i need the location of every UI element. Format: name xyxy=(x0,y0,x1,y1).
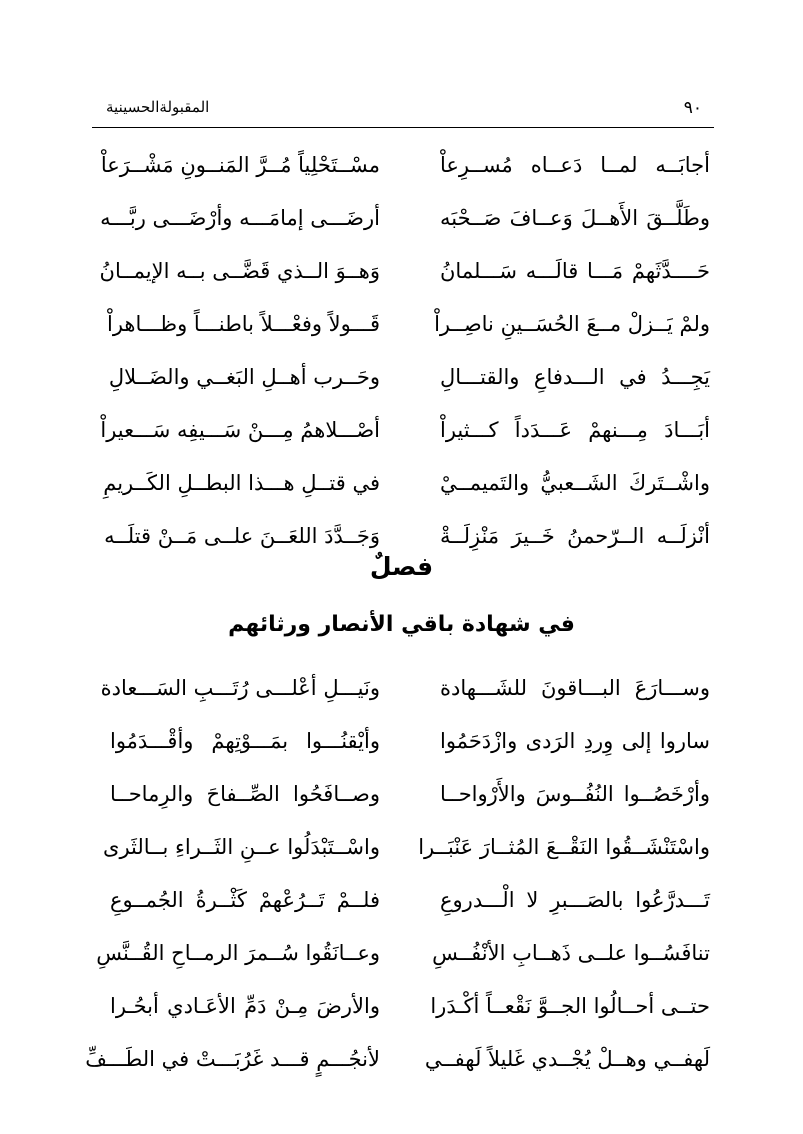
verse-line xyxy=(110,769,710,822)
page-number: ٩٠ xyxy=(683,98,702,118)
verse-first-hemistich: وطَلَّــقَ الأَهــلَ وَعــافَ صَــحْبَه xyxy=(440,206,710,230)
verse-line xyxy=(110,716,710,769)
verse-line xyxy=(110,981,710,1034)
verse-second-hemistich: في قتــلِ هـــذا البطــلِ الكَــريمِ xyxy=(103,471,380,495)
verse-second-hemistich: أصْـــلاهمُ مِـــنْ سَـــيفِه سَـــعيراْ xyxy=(100,418,380,442)
verse-line xyxy=(100,405,710,458)
verse-second-hemistich: مسْــتَحْلِياً مُــرَّ المَنــونِ مَشْــرَعاْ xyxy=(100,153,380,177)
verse-first-hemistich: ولمْ يَــزلْ مــعَ الحُسَــينِ ناصِــراْ xyxy=(434,312,710,336)
verse-line xyxy=(107,299,710,352)
verse-first-hemistich: لَهفــي وهــلْ يُجْــدي غَليلاً لَهفــي xyxy=(424,1047,710,1071)
poem-block-2 xyxy=(85,663,710,1087)
page-header xyxy=(92,92,714,128)
verse-first-hemistich: أبَـــادَ مِـــنهمْ عَـــدَداً كـــثيراْ xyxy=(440,418,710,442)
verse-first-hemistich: أجابَــه لمــا دَعــاه مُســرِعاْ xyxy=(440,153,710,177)
header-rule xyxy=(92,127,714,128)
verse-first-hemistich: تنافَسُــوا علــى ذَهــابِ الأنْفُــسِ xyxy=(432,941,710,965)
verse-first-hemistich: حَــــدَّثَهمْ مَـــا قالَـــه سَـــلمانُ xyxy=(440,259,710,283)
verse-first-hemistich: وأرْخَصُــوا النُفُــوسَ والأَرْواحــا xyxy=(440,782,710,806)
verse-second-hemistich: لأنجُـــمٍ قـــد غَرُبَـــتْ في الطَـــفِّ xyxy=(85,1047,380,1071)
verse-first-hemistich: أنْزلَــه الــرّحمنُ خَــيرَ مَنْزِلَــةْ xyxy=(440,524,710,548)
verse-first-hemistich: واسْتَنْشَــقُوا النَقْــعَ المُثــارَ عَنْبَــرا xyxy=(418,835,710,859)
verse-first-hemistich: تَـــدرَّعُوا بالصَـــبرِ لا الْـــدروعِ xyxy=(440,888,710,912)
verse-second-hemistich: فلــمْ تَــرُعْهمْ كَثْــرةُ الجُمــوعِ xyxy=(110,888,380,912)
verse-second-hemistich: وحَــرب أهــلِ البَغــي والضَــلالِ xyxy=(108,365,380,389)
verse-second-hemistich: وأيْقنُـــوا بمَـــوْتِهمْ وأقْـــدَمُوا xyxy=(110,729,380,753)
verse-line xyxy=(103,822,710,875)
verse-line xyxy=(96,928,710,981)
verse-line xyxy=(99,246,710,299)
verse-line xyxy=(103,458,710,511)
verse-second-hemistich: وَهــوَ الــذي قَضَّــى بــه الإيمــانُ xyxy=(99,259,380,283)
verse-line xyxy=(110,875,710,928)
verse-second-hemistich: وصــافَحُوا الصِّــفاحَ والرِماحــا xyxy=(110,782,380,806)
poem-block-1 xyxy=(99,140,710,564)
verse-line xyxy=(110,352,710,405)
verse-second-hemistich: وَجَــدَّدَ اللعَــنَ علــى مَــنْ قتلَــه xyxy=(104,524,380,548)
running-title: المقبولةالحسينية xyxy=(106,98,210,116)
verse-first-hemistich: حتــى أحــالُوا الجــوَّ نَقْعــاً أكْـدَرا xyxy=(430,994,710,1018)
verse-line xyxy=(85,1034,710,1087)
verse-second-hemistich: والأرضَ مِـنْ دَمِّ الأعَـادي أبحُـرا xyxy=(110,994,380,1018)
verse-first-hemistich: واشْــتَركَ الشَــعبيُّ والتَميمــيْ xyxy=(440,471,710,495)
verse-first-hemistich: ساروا إلى وِردِ الرَدى وازْدَحَمُوا xyxy=(440,729,710,753)
section-heading: في شهادة باقي الأنصار ورثائهم xyxy=(228,612,575,637)
verse-line xyxy=(100,193,710,246)
verse-second-hemistich: ونَيـــلِ أعْلـــى رُتَـــبِ السَـــعادة xyxy=(100,676,380,700)
verse-line xyxy=(100,140,710,193)
verse-second-hemistich: أرضَـــى إمامَـــه وأرْضَـــى ربَّـــه xyxy=(100,206,380,230)
verse-first-hemistich: يَجِـــدُ في الـــدفاعِ والقتـــالِ xyxy=(440,365,710,389)
verse-first-hemistich: وســـارَعَ البـــاقونَ للشَـــهادة xyxy=(440,676,710,700)
verse-second-hemistich: وعــانَقُوا سُــمرَ الرمــاحِ القُــنَّسِ xyxy=(96,941,380,965)
verse-second-hemistich: واسْــتَبْدَلُوا عــنِ الثَــراءِ بــالثَرى xyxy=(103,835,380,859)
verse-line xyxy=(100,663,710,716)
chapter-heading: فصلٌ xyxy=(369,552,434,581)
verse-second-hemistich: قَـــولاً وفعْـــلاً باطنـــاً وظـــاهراْ xyxy=(107,312,380,336)
